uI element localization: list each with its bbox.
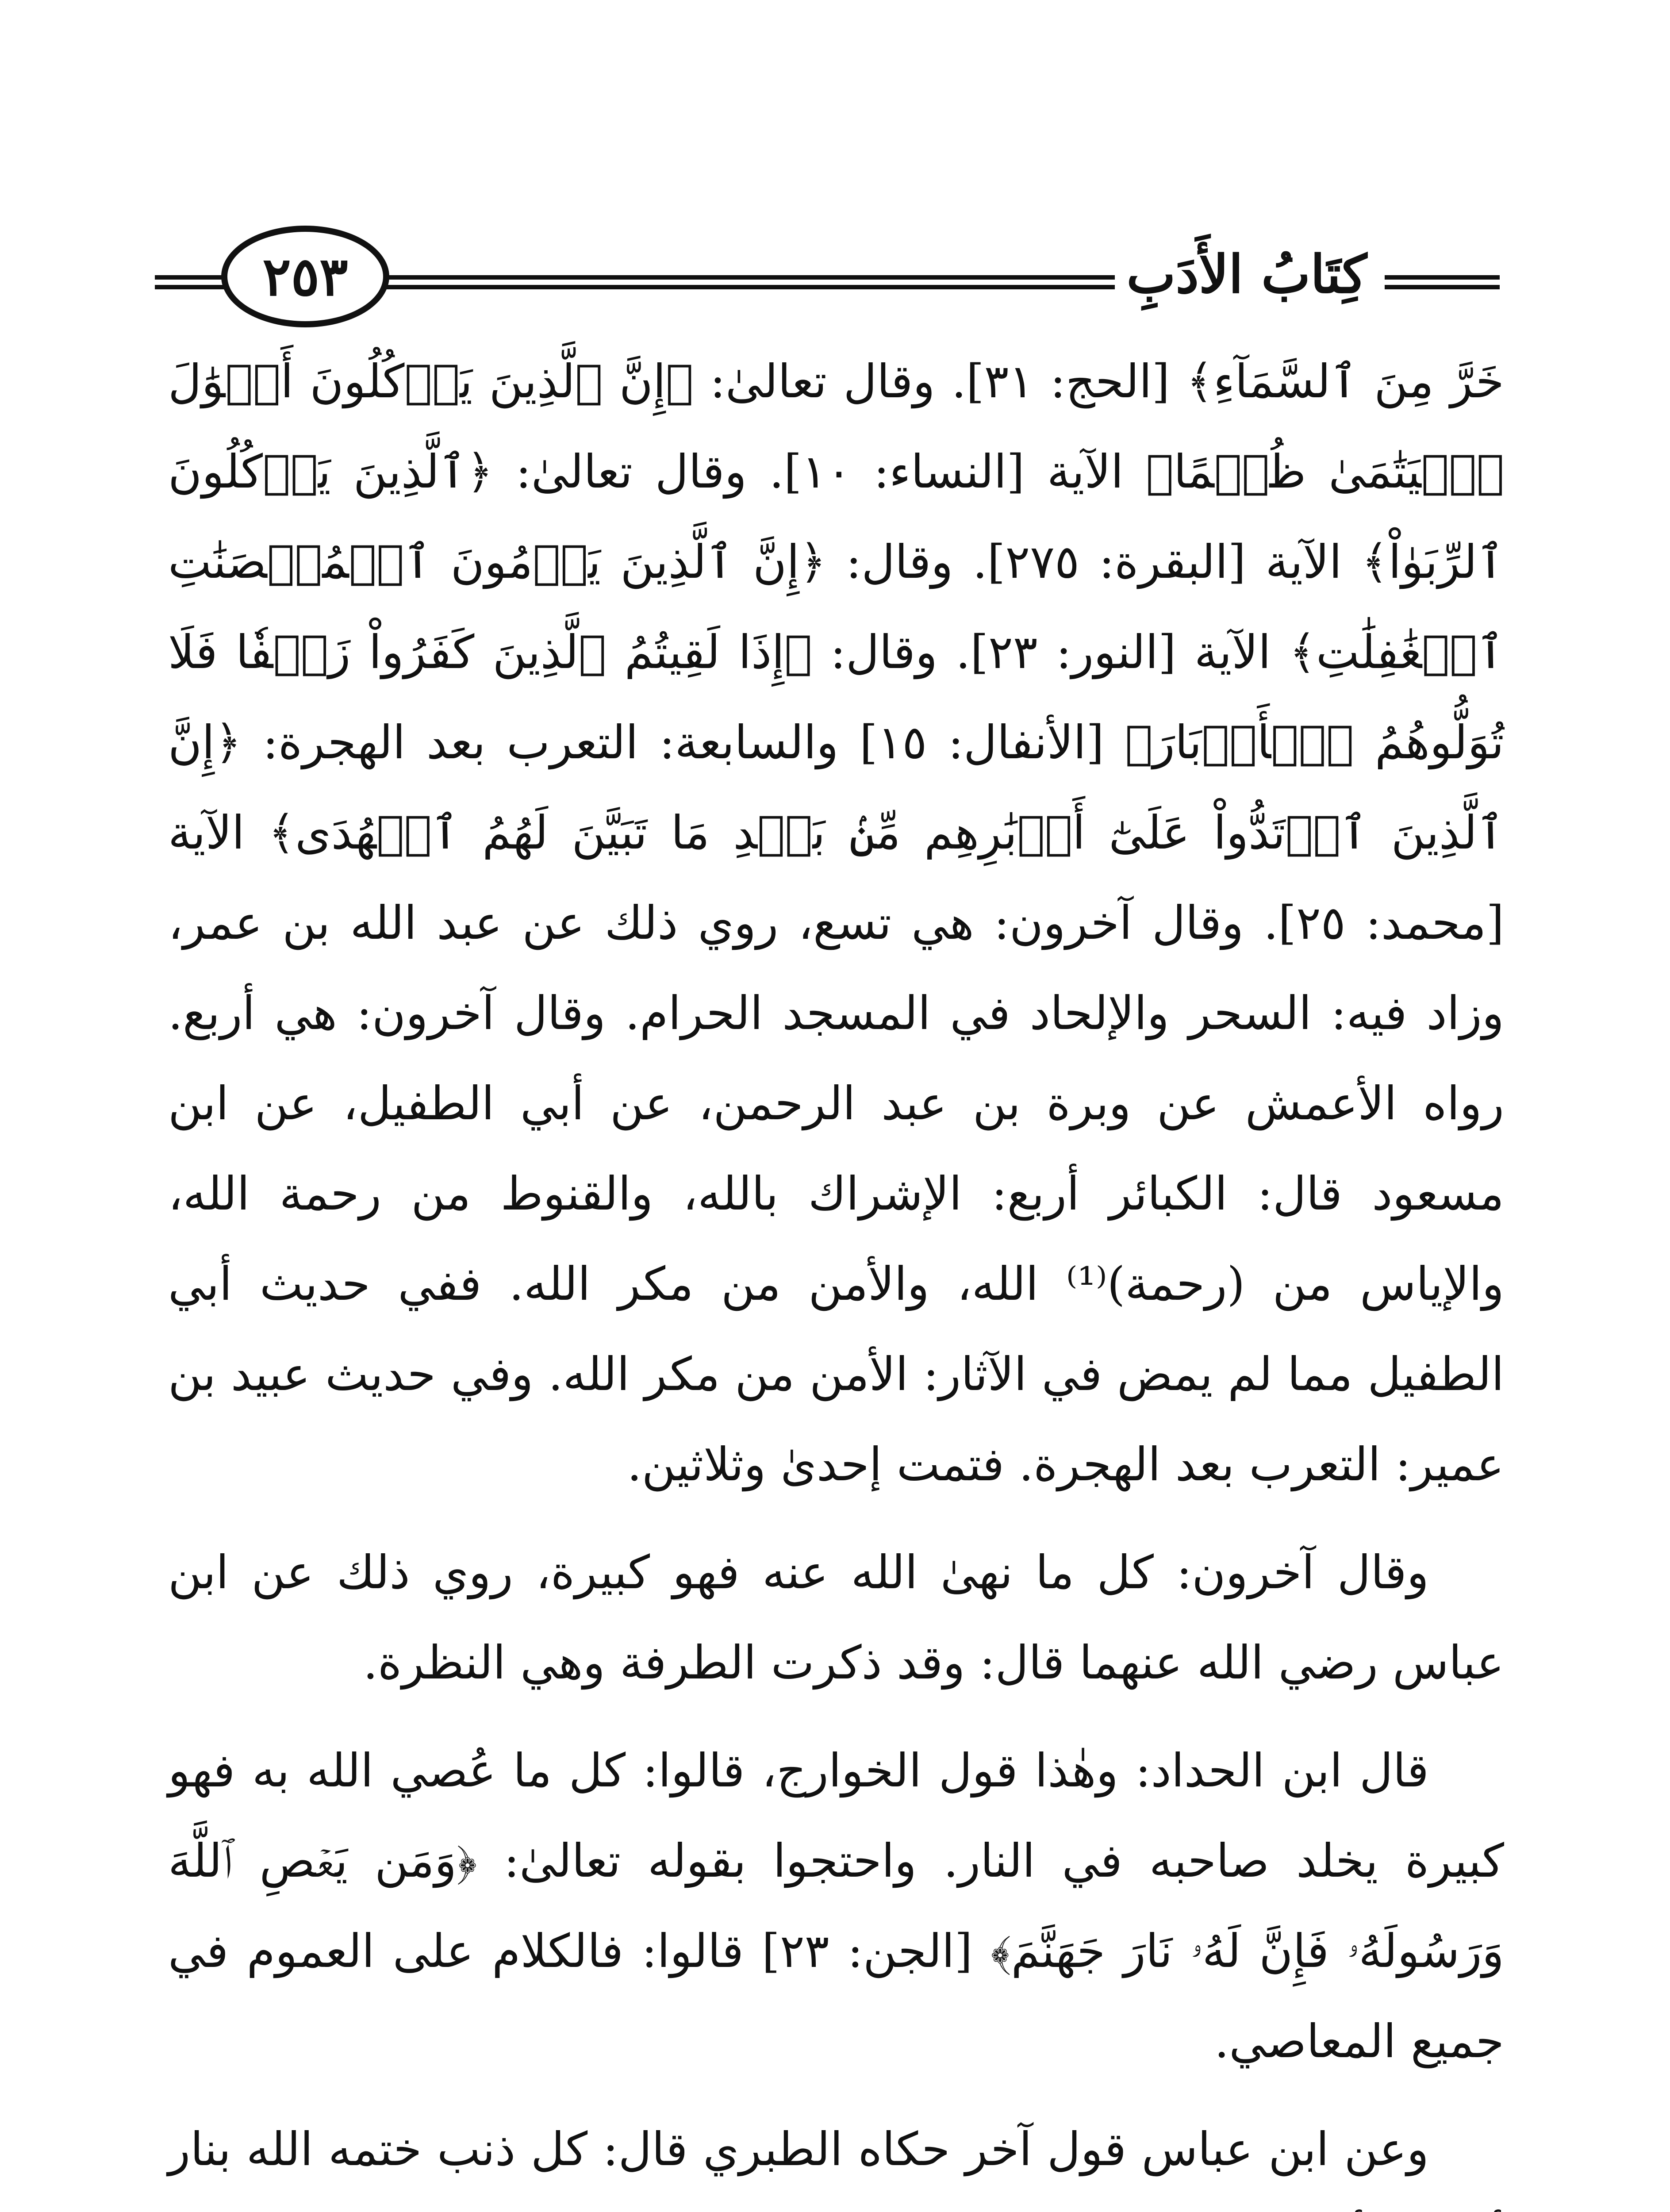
header-rule-far-left [155, 275, 230, 289]
header-rule-left [310, 275, 1115, 289]
page-number-badge [221, 226, 389, 327]
paragraph: وقال آخرون: كل ما نهىٰ الله عنه فهو كبيرة، روي ذلك عن ابن عباس رضي الله عنهما قال: وقد ذكرت الطرفة وهي النظرة. [168, 1545, 1504, 1690]
paragraph: وعن ابن عباس قول آخر حكاه الطبري قال: كل ذنب ختمه الله بنار [168, 2122, 1429, 2176]
page-header [164, 226, 1500, 336]
chapter-title: كِتَابُ الأَدَبِ [1126, 243, 1367, 305]
header-rule-right [1385, 275, 1500, 289]
paragraph: خَرَّ مِنَ ٱلسَّمَآءِ﴾ [الحج: ٣١]. وقال تعالىٰ: ﴿إِنَّ ٱلَّذِينَ يَأۡكُلُونَ أَمۡوَٰلَ ٱلۡيَتَٰمَىٰ ظُلۡمًا﴾ الآية [النساء: ١٠]. وقال تعالىٰ: ﴿ٱلَّذِينَ يَأۡكُلُونَ ٱلرِّبَوٰاْ﴾ الآية [البقرة: ٢٧٥]. وقال: ﴿إِنَّ ٱلَّذِينَ يَرۡمُونَ ٱلۡمُحۡصَنَٰتِ ٱلۡغَٰفِلَٰتِ﴾ الآية [النور: ٢٣]. وقال: ﴿إِذَا لَقِيتُمُ ٱلَّذِينَ كَفَرُواْ زَحۡفٗا فَلَا تُوَلُّوهُمُ ٱلۡأَدۡبَارَ﴾ [الأنفال: ١٥] والسابعة: التعرب بعد الهجرة: ﴿إِنَّ ٱلَّذِينَ ٱرۡتَدُّواْ عَلَىٰٓ أَدۡبَٰرِهِم مِّنۢ بَعۡدِ مَا تَبَيَّنَ لَهُمُ ٱلۡهُدَى﴾ الآية [محمد: ٢٥]. وقال آخرون: هي تسع، روي ذلك عن عبد الله بن عمر، وزاد فيه: السحر والإلحاد في المسجد الحرام. وقال آخرون: هي أربع. رواه الأعمش عن وبرة بن عبد الرحمن، عن أبي الطفيل، عن ابن مسعود قال: الكبائر أربع: الإشراك بالله، والقنوط من رحمة الله، والإياس من (رحمة)⁽¹⁾ الله، والأمن من مكر الله. ففي حديث أبي الطفيل مما لم يمض في الآثار: الأمن من مكر الله. وفي حديث عبيد بن عمير: التعرب بعد الهجرة. فتمت إحدىٰ وثلاثين. [168, 354, 1505, 1491]
paragraph: قال ابن الحداد: وهٰذا قول الخوارج، قالوا: كل ما عُصي الله به فهو كبيرة يخلد صاحبه في النار. واحتجوا بقوله تعالىٰ: ﴿وَمَن يَعۡصِ ٱللَّهَ وَرَسُولَهُۥ فَإِنَّ لَهُۥ نَارَ جَهَنَّمَ﴾ [الجن: ٢٣] قالوا: فالكلام على العموم في جميع المعاصي. [168, 1743, 1504, 2068]
main-text [168, 336, 1504, 2212]
page-number: ٢٥٣ [262, 245, 348, 308]
